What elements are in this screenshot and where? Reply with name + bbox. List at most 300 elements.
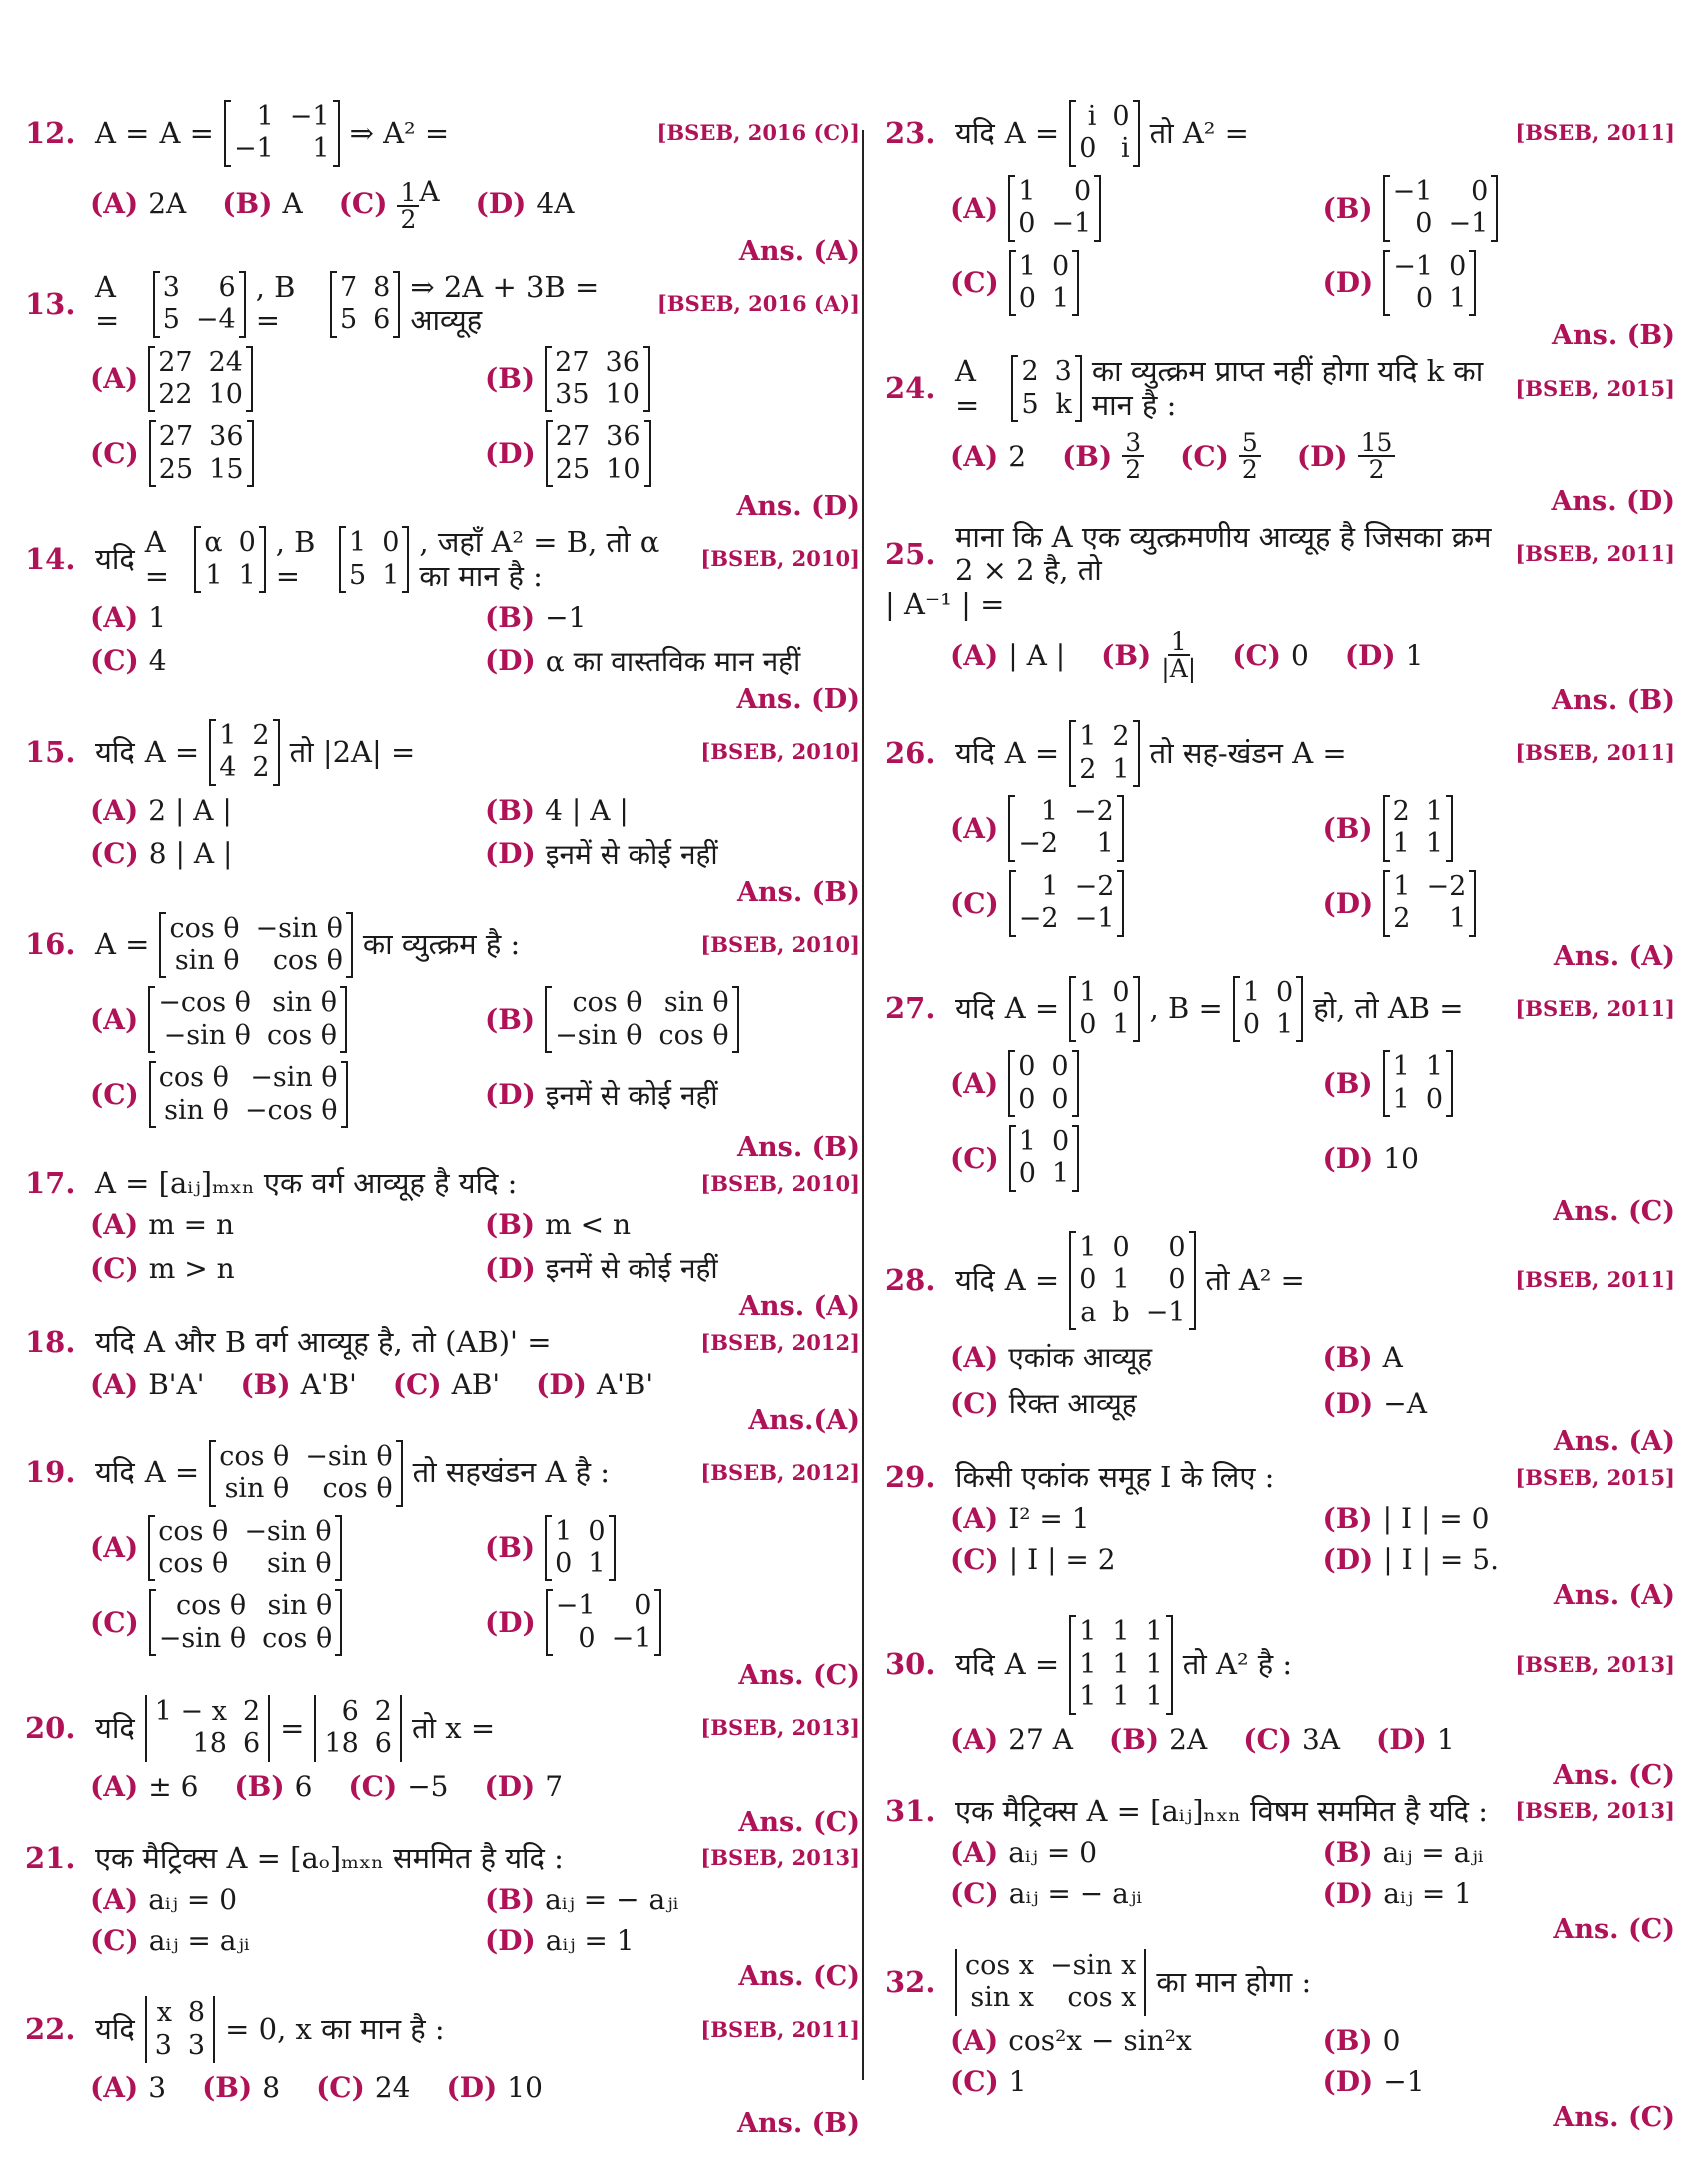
matrix-cell: 1 [1051,1158,1070,1190]
option-c [393,1368,500,1401]
stem-text: A = [95,927,150,962]
answer: Ans. (C) [1553,1759,1675,1791]
option-label: (A) [950,1502,999,1536]
option-text: aᵢⱼ = 1 [545,1924,635,1958]
option-label: (D) [1322,2064,1374,2098]
option-label: (C) [90,644,139,678]
option-text: 2 [1008,439,1027,473]
option-b [1101,627,1197,684]
option-b [485,346,860,413]
stem-text: एक मैट्रिक्स A = [aᵢⱼ]ₙₓₙ विषम सममित है यदि : [955,1793,1488,1828]
option-text: aᵢⱼ = aⱼᵢ [148,1924,250,1958]
stem-word: यदि [955,991,995,1026]
source-tag: [BSEB, 2012] [700,1460,860,1486]
matrix-cell: 1 [1425,795,1444,827]
matrix-cell: 1 [205,559,223,591]
option-b [234,1770,312,1803]
option-a [950,2024,1303,2057]
option-label: (C) [950,266,999,300]
matrix-cell: −sin θ [163,1019,251,1051]
answer: Ans. (D) [1551,486,1675,518]
matrix-cell: 1 [1392,1051,1410,1083]
matrix-cell: −sin θ [255,912,343,944]
matrix-cell: sin x [970,1982,1035,2014]
matrix-cell: 24 [208,346,243,378]
matrix [149,1061,348,1128]
question-stem [885,720,1675,787]
option-text: 4A [536,186,575,220]
answer: Ans. (B) [737,1132,860,1164]
option-label: (A) [950,191,999,225]
matrix-cell: 1 [1392,828,1410,860]
option-d [1323,2065,1676,2098]
option-c [339,175,440,232]
answer-row [25,1660,860,1691]
option-text: α का वास्तविक मान नहीं [545,644,801,678]
option-label: (B) [1322,191,1373,225]
option-label: (B) [485,793,536,827]
matrix [1069,100,1139,167]
matrix-cell: −1 [1051,208,1092,240]
question-stem [885,1615,1675,1714]
answer-row [885,1426,1675,1457]
options [885,1338,1675,1422]
matrix [339,526,409,593]
option-text: aᵢⱼ = 0 [1008,1835,1098,1869]
option-label: (D) [1296,439,1348,473]
matrix-cell: 1 [349,527,367,559]
matrix [209,719,279,786]
options [25,2071,860,2104]
question-number: 26. [885,735,936,770]
option-label: (D) [1322,886,1374,920]
option-text: A [282,186,303,220]
option-d [1296,428,1396,485]
source-tag: [BSEB, 2013] [1515,1798,1675,1824]
matrix-cell: −sin θ [250,1062,338,1094]
answer: Ans. (D) [736,491,860,523]
option-text: −5 [407,1769,449,1803]
option-a [950,1338,1303,1376]
matrix [1383,795,1453,862]
matrix-cell: 0 [1018,1158,1036,1190]
option-label: (D) [1322,1876,1374,1910]
options [25,794,860,873]
matrix-cell: 0 [1018,282,1036,314]
matrix-cell: sin θ [174,945,240,977]
option-text: 2A [1169,1722,1208,1756]
option-c [950,250,1303,317]
stem-text: यदि A और B वर्ग आव्यूह है, तो (AB)' = [95,1325,552,1360]
question-29 [885,1461,1675,1611]
matrix-cell: 1 [219,719,237,751]
answer: Ans. (B) [737,876,860,908]
matrix-cell: −sin θ [305,1440,393,1472]
matrix [209,1440,402,1507]
option-label: (A) [90,2070,139,2104]
matrix-cell: 0 [1112,976,1130,1008]
option-label: (D) [485,1924,536,1958]
matrix-cell: 0 [1051,250,1070,282]
matrix [148,986,347,1053]
matrix-cell: sin θ [272,987,338,1019]
option-label: (C) [90,1606,139,1640]
option-d [485,1076,860,1114]
answer: Ans. (C) [1553,1195,1675,1227]
option-text: | I | = 5. [1383,1543,1499,1577]
matrix [194,526,265,593]
answer-row [25,1405,860,1436]
option-b [222,187,302,220]
stem-text: A = [1004,1262,1060,1297]
matrix [546,420,651,487]
question-15 [25,719,860,908]
option-d [1376,1723,1455,1756]
source-tag: [BSEB, 2016 (C)] [656,120,860,146]
matrix-cell: 1 [588,1547,606,1579]
matrix-cell: 0 [238,527,256,559]
matrix-cell: 3 [1054,356,1072,388]
matrix [1383,175,1499,242]
option-text: 1 [1008,2064,1027,2098]
stem-text: , B = [255,269,296,338]
fraction [397,177,419,234]
option-label: (B) [1322,2023,1373,2057]
option-label: (C) [90,1078,139,1112]
option-d [1323,250,1676,317]
answer: Ans. (C) [1553,2101,1675,2133]
source-tag: [BSEB, 2011] [1515,541,1675,567]
answer: Ans. (B) [1552,320,1675,352]
option-label: (C) [90,437,139,471]
stem-text: तो |2A| = [289,734,416,769]
matrix-cell: 1 [1018,1126,1036,1158]
matrix-cell: 2 [1112,721,1130,753]
option-a [90,601,465,634]
determinant [955,1949,1146,2016]
stem-text: ⇒ A² = [349,115,450,150]
stem-text: एक मैट्रिक्स A = [aₒ]ₘₓₙ सममित है यदि : [95,1840,564,1875]
matrix-cell: x [156,1997,172,2029]
option-label: (D) [485,837,536,871]
fraction-denominator: 2 [400,204,417,234]
option-label: (B) [202,2070,253,2104]
matrix-cell: 36 [209,421,244,453]
option-label: (A) [90,1769,139,1803]
option-a [950,1502,1303,1535]
answer: Ans. (C) [738,1806,860,1838]
matrix [1383,1050,1453,1117]
matrix [1008,1050,1078,1117]
matrix-cell: 25 [555,453,591,485]
options [885,1050,1675,1192]
options [885,1502,1675,1576]
question-17 [25,1167,860,1322]
option-text: B'A' [148,1367,205,1401]
fraction [1122,428,1144,485]
stem-text: A = [1004,991,1060,1026]
matrix-cell: 1 [1425,828,1444,860]
matrix-cell: 36 [605,346,640,378]
option-text: | I | = 2 [1008,1543,1116,1577]
answer-row [25,1291,860,1322]
matrix [1069,1615,1173,1714]
matrix-cell: 0 [1018,1051,1036,1083]
option-label: (D) [485,437,536,471]
option-text: 10 [1383,1141,1419,1175]
matrix [1011,355,1081,422]
option-label: (C) [316,2070,365,2104]
option-label: (A) [950,1835,999,1869]
option-c [90,837,465,870]
option-a [90,1883,465,1916]
source-tag: [BSEB, 2011] [1515,995,1675,1021]
option-b [202,2071,280,2104]
source-tag: [BSEB, 2013] [700,1715,860,1741]
option-c [90,420,465,487]
matrix-cell: 0 [578,1622,596,1654]
option-text: | I | = 0 [1382,1502,1490,1536]
matrix-cell: −1 [289,101,330,132]
option-text: 8 [262,2070,281,2104]
option-b [1323,795,1676,862]
matrix-cell: 18 [192,1728,227,1760]
matrix-cell: cos θ [572,987,643,1019]
option-a [90,1368,204,1401]
matrix-cell: 1 [238,559,256,591]
stem-text: हो, तो AB = [1313,991,1464,1026]
fraction-numerator: 15 [1358,430,1396,457]
option-label: (A) [950,439,999,473]
question-stem [25,1326,860,1359]
matrix-cell: 0 [1112,1231,1130,1263]
option-text: एकांक आव्यूह [1008,1341,1153,1375]
matrix-cell: 0 [1051,1083,1069,1115]
option-label: (B) [485,1208,536,1242]
fraction-numerator: 3 [1122,430,1144,457]
matrix-cell: 2 [1393,903,1411,935]
stem-word: यदि [955,115,995,150]
answer-row [885,1196,1675,1227]
matrix-cell: cos θ [158,1515,229,1547]
option-label: (D) [1322,1386,1374,1420]
question-18 [25,1326,860,1435]
options [885,627,1675,684]
option-label: (A) [90,186,139,220]
matrix-cell: 0 [1051,1051,1069,1083]
stem-text: किसी एकांक समूह I के लिए : [955,1460,1275,1495]
option-b [1323,1050,1676,1117]
option-label: (B) [485,1003,536,1037]
question-stem [25,1842,860,1875]
option-label: (A) [950,1340,999,1374]
option-text: ± 6 [148,1769,199,1803]
matrix-cell: 0 [1449,250,1467,282]
matrix-cell: 1 [1112,1648,1130,1680]
source-tag: [BSEB, 2010] [700,1170,860,1196]
option-label: (A) [90,1367,139,1401]
matrix-cell: −2 [1018,903,1059,935]
matrix-cell: 0 [1168,1231,1186,1263]
source-tag: [BSEB, 2010] [700,932,860,957]
matrix-cell: 1 [1079,1616,1097,1648]
option-c [950,870,1303,937]
matrix-cell: 1 [1449,903,1467,935]
option-text: 2 | A | [148,793,232,827]
option-label: (A) [90,1003,139,1037]
matrix [1069,976,1139,1043]
option-text: aᵢⱼ = − aⱼᵢ [545,1883,679,1917]
stem-text: A = [1004,115,1060,150]
source-tag: [BSEB, 2011] [700,2016,860,2042]
option-b [1062,428,1144,485]
fraction-denominator: |A| [1161,654,1197,684]
option-c [90,1924,465,1957]
option-label: (C) [1243,1722,1292,1756]
matrix-cell: 1 [1096,828,1114,860]
matrix [1383,250,1476,317]
option-label: (C) [950,1386,999,1420]
stem-text: A = [1004,735,1060,770]
matrix-cell: b [1112,1296,1130,1328]
matrix-cell: cos θ [176,1590,247,1622]
matrix-cell: 6 [341,1696,359,1728]
option-label: (D) [484,1769,536,1803]
matrix-cell: 5 [349,559,367,591]
option-label: (A) [90,362,139,396]
question-stem [885,521,1675,588]
option-text: aᵢⱼ = aⱼᵢ [1382,1835,1484,1869]
matrix-cell: 4 [219,752,237,784]
answer-row [25,684,860,715]
option-d [476,187,575,220]
option-label: (C) [338,186,388,220]
answer: Ans. (B) [737,2107,860,2139]
stem-text: का व्युत्क्रम प्राप्त नहीं होगा यदि k का मान है : [1091,354,1484,422]
fraction-numerator: 1 [397,180,419,207]
option-label: (B) [1322,1067,1373,1101]
answer-row [885,1760,1675,1791]
stem-text: ⇒ 2A + 3B = आव्यूह [410,269,600,338]
option-label: (A) [90,1531,139,1565]
options [885,2024,1675,2098]
matrix-cell: 3 [154,2029,172,2061]
question-number: 27. [885,991,936,1026]
option-label: (B) [1322,1835,1373,1869]
stem-text: A = [144,734,200,769]
matrix-cell: cos θ [658,1019,729,1051]
option-label: (C) [950,2064,999,2098]
question-number: 31. [885,1793,936,1828]
options [885,1836,1675,1910]
options [885,428,1675,485]
options [25,346,860,488]
source-tag: [BSEB, 2013] [700,1845,860,1871]
question-stem [885,100,1675,167]
option-a [90,1515,465,1582]
matrix-cell: 1 [1079,1681,1097,1713]
stem-text: A = [95,269,120,338]
option-text: 1 [1436,1722,1455,1756]
option-text: | A | [1008,638,1066,672]
option-d [1345,639,1424,672]
option-label: (C) [392,1367,442,1401]
option-text: aᵢⱼ = 1 [1383,1876,1473,1910]
matrix-cell: 10 [606,453,641,485]
matrix-cell: 1 [1051,282,1070,314]
question-stem [885,1795,1675,1828]
fraction [1239,428,1261,485]
option-b [485,1515,860,1582]
matrix [149,1589,342,1656]
option-a [90,794,465,827]
matrix-cell: 5 [339,304,358,336]
source-tag: [BSEB, 2015] [1515,1464,1675,1490]
matrix-cell: 0 [1168,1264,1186,1296]
answer: Ans. (D) [736,683,860,715]
stem-text: A = [159,115,214,150]
stem-text: = 0, x का मान है : [225,2011,445,2046]
question-28 [885,1231,1675,1457]
matrix-cell: sin θ [224,1473,290,1505]
option-b [485,1208,860,1241]
question-number: 29. [885,1460,936,1495]
matrix-cell: 8 [187,1997,206,2029]
matrix-cell: 0 [382,527,400,559]
matrix-cell: 1 − x [154,1696,227,1728]
option-label: (B) [485,362,536,396]
question-number: 18. [25,1325,76,1360]
matrix [330,271,400,338]
option-label: (C) [1232,638,1281,672]
determinant [145,1695,270,1762]
matrix [153,271,246,338]
matrix-cell: 1 [382,559,400,591]
option-label: (A) [90,600,139,634]
matrix-cell: −sin θ [555,1019,643,1051]
option-a [950,639,1065,672]
option-d [536,1368,653,1401]
matrix-cell: 1 [1018,175,1036,207]
options [25,1515,860,1657]
option-text: 1 [1405,638,1424,672]
matrix-cell: 1 [1145,1681,1163,1713]
stem-text: A = [1004,1647,1060,1682]
option-label: (B) [1108,1722,1160,1756]
stem-text: का मान होगा : [1156,1964,1312,1999]
option-text: 6 [294,1769,313,1803]
question-stem [25,719,860,786]
matrix-cell: 0 [1079,133,1097,165]
answer: Ans. (B) [1552,685,1675,717]
matrix [1069,1231,1195,1330]
matrix-cell: 0 [1079,1264,1097,1296]
matrix-cell: 27 [158,421,194,453]
option-b [485,986,860,1053]
matrix-cell: cos θ [158,1547,229,1579]
option-label: (C) [90,1924,139,1958]
stem-text: A = [aᵢⱼ]ₘₓₙ एक वर्ग आव्यूह है यदि : [95,1166,518,1201]
option-text: रिक्त आव्यूह [1008,1387,1137,1421]
matrix-cell: 1 [1112,753,1130,785]
option-b [485,1883,860,1916]
option-c [1232,639,1309,672]
matrix-cell: 2 [374,1696,392,1728]
option-text: A [419,174,440,208]
matrix-cell: 0 [588,1515,606,1547]
stem-text: तो A² = [1149,115,1249,150]
option-c [90,644,465,677]
